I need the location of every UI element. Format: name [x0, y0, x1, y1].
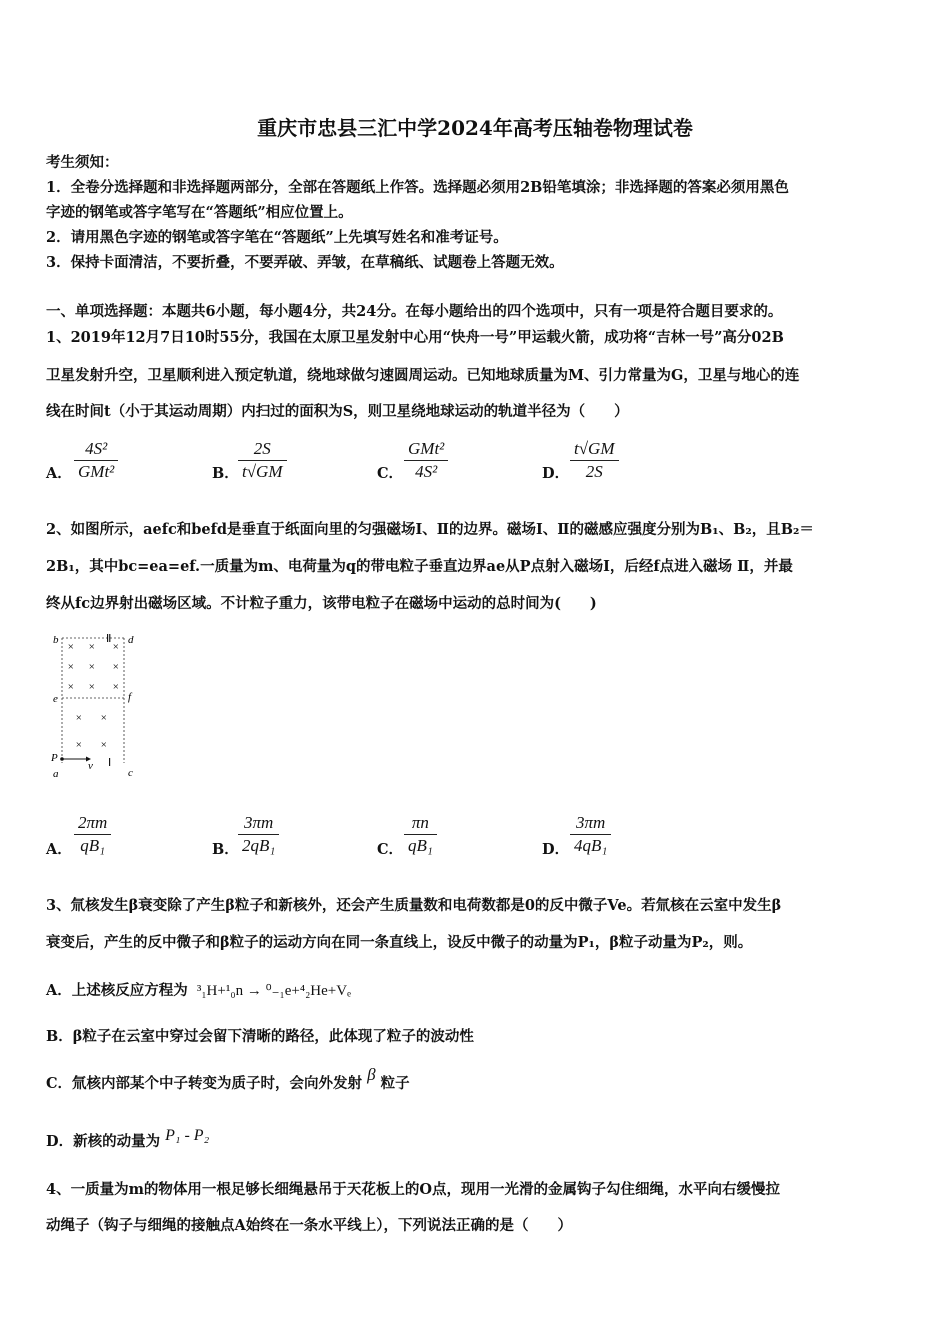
label-e: e — [53, 693, 58, 705]
question-3-line: 衰变后，产生的反中微子和β粒子的运动方向在同一条直线上，设反中微子的动量为P₁，β粒子动量为P₂，则。 — [46, 934, 753, 951]
field-cross: × — [112, 661, 120, 673]
page-title: 重庆市忠县三汇中学2024年高考压轴卷物理试卷 — [257, 116, 693, 140]
field-cross: × — [112, 681, 120, 693]
option-a: A．上述核反应方程为 ³₁H+¹₀n → ⁰₋₁e+⁴₂He+Vₑ — [46, 982, 351, 999]
label-b: b — [53, 634, 59, 646]
field-cross: × — [75, 712, 83, 724]
momentum-formula: P₁ - P₂ — [165, 1127, 210, 1144]
question-4-line: 动绳子（钩子与细绳的接触点A始终在一条水平线上），下列说法正确的是（ ） — [46, 1217, 572, 1234]
field-cross: × — [67, 641, 75, 653]
option-label: D． — [542, 465, 570, 482]
notice-item: 2．请用黑色字迹的钢笔或答字笔在“答题纸”上先填写姓名和准考证号。 — [46, 229, 508, 246]
label-p: P — [51, 752, 58, 764]
option-d-formula: 3πm 4qB₁ — [570, 812, 611, 857]
reaction-formula: ³₁H+¹₀n → ⁰₋₁e+⁴₂He+Vₑ — [196, 983, 351, 999]
label-region-2: Ⅱ — [106, 633, 112, 645]
option-c: C．氚核内部某个中子转变为质子时，会向外发射 β 粒子 — [46, 1065, 410, 1092]
label-d: d — [128, 634, 134, 646]
question-4-line: 4、一质量为m的物体用一根足够长细绳悬吊于天花板上的O点，现用一光滑的金属钩子勾住细绳，水平向右缓慢拉 — [46, 1181, 781, 1198]
question-2-line: 2B₁，其中bc=ea=ef.一质量为m、电荷量为q的带电粒子垂直边界ae从P点射入磁场Ⅰ，后经f点进入磁场 Ⅱ，并最 — [46, 558, 793, 575]
option-a-formula: 2πm qB₁ — [74, 812, 111, 857]
field-cross: × — [88, 641, 96, 653]
option-label: C． — [377, 841, 404, 858]
question-2-line: 2、如图所示，aefc和befd是垂直于纸面向里的匀强磁场Ⅰ、Ⅱ的边界。磁场Ⅰ、Ⅱ的磁感应强度分别为B₁、B₂，且B₂＝ — [46, 521, 814, 538]
label-v: v — [88, 760, 93, 772]
field-cross: × — [100, 739, 108, 751]
option-label: C． — [377, 465, 404, 482]
option-label: D． — [542, 841, 570, 858]
notice-item: 3．保持卡面清洁，不要折叠，不要弄破、弄皱，在草稿纸、试题卷上答题无效。 — [46, 254, 564, 271]
option-label: B． — [212, 465, 239, 482]
notice-heading: 考生须知： — [46, 154, 119, 171]
option-b-formula: 3πm 2qB₁ — [238, 812, 279, 857]
option-b-formula: 2S t√GM — [238, 438, 287, 483]
option-d-formula: t√GM 2S — [570, 438, 619, 483]
option-b: B．β粒子在云室中穿过会留下清晰的路径，此体现了粒子的波动性 — [46, 1028, 474, 1045]
question-1-line: 线在时间t（小于其运动周期）内扫过的面积为S，则卫星绕地球运动的轨道半径为（ ） — [46, 403, 629, 420]
field-cross: × — [88, 661, 96, 673]
field-cross: × — [67, 681, 75, 693]
question-1-line: 1、2019年12月7日10时55分，我国在太原卫星发射中心用“快舟一号”甲运载火箭，成功将“吉林一号”高分02B — [46, 329, 784, 346]
field-cross: × — [112, 641, 120, 653]
field-cross: × — [88, 681, 96, 693]
notice-item: 字迹的钢笔或答字笔写在“答题纸”相应位置上。 — [46, 204, 353, 221]
label-region-1: Ⅰ — [108, 757, 112, 769]
field-cross: × — [75, 739, 83, 751]
option-label: A． — [46, 465, 72, 482]
label-a: a — [53, 768, 59, 778]
question-1-line: 卫星发射升空，卫星顺利进入预定轨道，绕地球做匀速圆周运动。已知地球质量为M、引力常量为G，卫星与地心的连 — [46, 367, 800, 384]
question-2-line: 终从fc边界射出磁场区域。不计粒子重力，该带电粒子在磁场中运动的总时间为( ) — [46, 595, 597, 612]
label-f: f — [128, 691, 132, 703]
option-c-formula: πn qB₁ — [404, 812, 437, 857]
option-label: B． — [212, 841, 239, 858]
option-a-formula: 4S² GMt² — [74, 438, 118, 483]
notice-item: 1．全卷分选择题和非选择题两部分，全部在答题纸上作答。选择题必须用2B铅笔填涂；非选择题的答案必须用黑色 — [46, 179, 789, 196]
option-c-formula: GMt² 4S² — [404, 438, 448, 483]
magnetic-field-figure — [48, 628, 158, 778]
label-c: c — [128, 767, 133, 778]
section-heading: 一、单项选择题：本题共6小题，每小题4分，共24分。在每小题给出的四个选项中，只有一项是符合题目要求的。 — [46, 303, 783, 320]
beta-symbol: β — [367, 1065, 376, 1084]
option-d: D．新核的动量为 P₁ - P₂ — [46, 1127, 210, 1150]
field-cross: × — [100, 712, 108, 724]
field-cross: × — [67, 661, 75, 673]
question-3-line: 3、氚核发生β衰变除了产生β粒子和新核外，还会产生质量数和电荷数都是0的反中微子Ve。若氚核在云室中发生β — [46, 897, 782, 914]
option-label: A． — [46, 841, 72, 858]
